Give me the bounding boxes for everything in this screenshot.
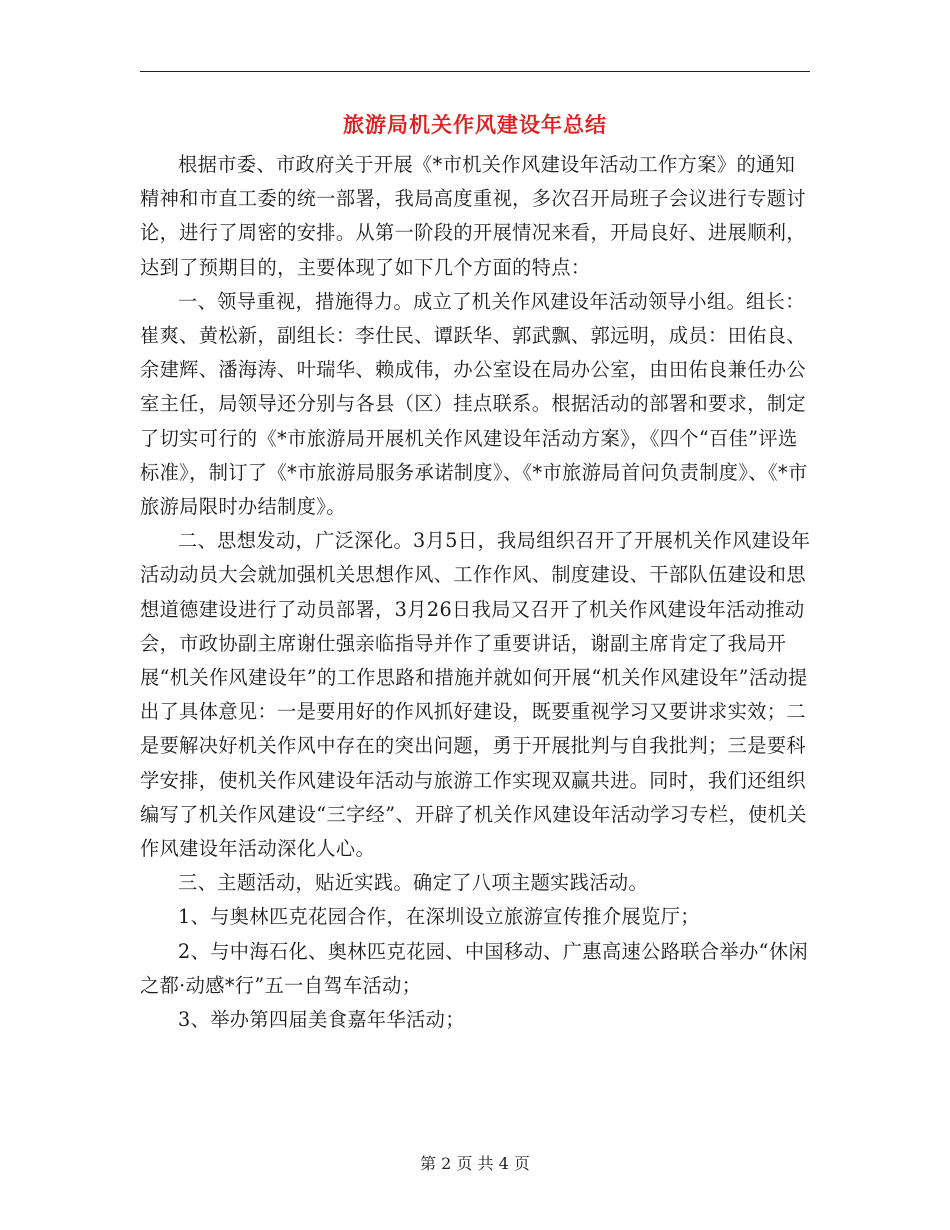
list-item-3: 3、举办第四届美食嘉年华活动；: [178, 1008, 465, 1032]
page-number-footer: 第 2 页 共 4 页: [420, 1154, 530, 1173]
list-item-2: 2、与中海石化、奥林匹克花园、中国移动、广惠高速公路联合举办“休闲之都·动感*行”五一自驾车活动；: [140, 939, 809, 997]
document-body: [140, 148, 812, 1037]
paragraph-section-2: 二、思想发动，广泛深化。3月5日，我局组织召开了开展机关作风建设年活动动员大会就加强机关思想作风、工作作风、制度建设、干部队伍建设和思想道德建设进行了动员部署，3月26日我局又召开了机关作风建设年活动推动会，市政协副主席谢仕强亲临指导并作了重要讲话，谢副主席肯定了我局开展“机关作风建设年”的工作思路和措施并就如何开展“机关作风建设年”活动提出了具体意见：一是要用好的作风抓好建设，既要重视学习又要讲求实效；二是要解决好机关作风中存在的突出问题，勇于开展批判与自我批判；三是要科学安排，使机关作风建设年活动与旅游工作实现双赢共进。同时，我们还组织编写了机关作风建设“三字经”、开辟了机关作风建设年活动学习专栏，使机关作风建设年活动深化人心。: [140, 529, 811, 861]
paragraph-section-1: 一、领导重视，措施得力。成立了机关作风建设年活动领导小组。组长：崔爽、黄松新，副组长：李仕民、谭跃华、郭武飘、郭远明，成员：田佑良、余建辉、潘海涛、叶瑞华、赖成伟，办公室设在局办公室，由田佑良兼任办公室主任，局领导还分别与各县（区）挂点联系。根据活动的部署和要求，制定了切实可行的《*市旅游局开展机关作风建设年活动方案》，《四个“百佳”评选标准》，制订了《*市旅游局服务承诺制度》、《*市旅游局首问负责制度》、《*市旅游局限时办结制度》。: [140, 289, 808, 519]
paragraph-intro: 根据市委、市政府关于开展《*市机关作风建设年活动工作方案》的通知精神和市直工委的统一部署，我局高度重视，多次召开局班子会议进行专题讨论，进行了周密的安排。从第一阶段的开展情况来看，开局良好、进展顺利，达到了预期目的，主要体现了如下几个方面的特点：: [140, 153, 806, 279]
document-title: 旅游局机关作风建设年总结: [343, 112, 607, 137]
paragraph-section-3: 三、主题活动，贴近实践。确定了八项主题实践活动。: [178, 871, 649, 895]
header-rule: [140, 71, 810, 72]
list-item-1: 1、与奥林匹克花园合作，在深圳设立旅游宣传推介展览厅；: [178, 905, 700, 929]
